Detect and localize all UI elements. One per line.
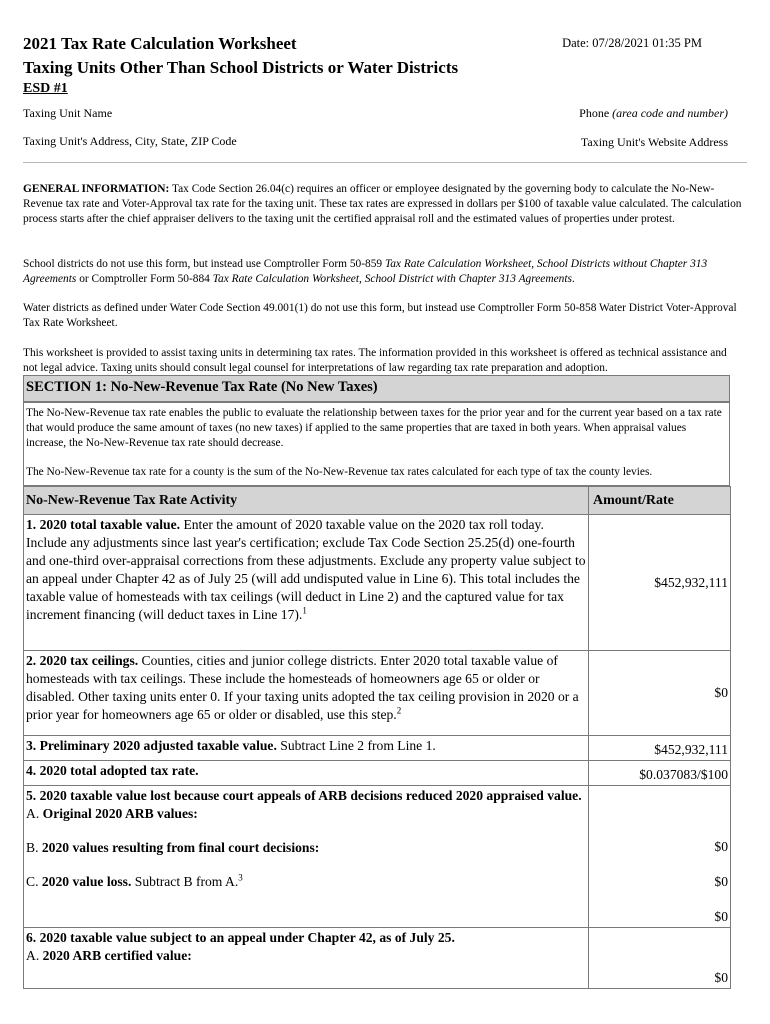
- label-phone-text: Phone: [579, 106, 610, 120]
- column-header-amount: Amount/Rate: [589, 487, 731, 515]
- general-information-text: Tax Code Section 26.04(c) requires an officer or employee designated by the governing body to calculate the No-New-Revenue tax rate and Voter-Approval tax rate for the taxing unit. These tax rates are expressed in dollars per $100 of taxable value calculated. The calculation process starts after the chief appraiser delivers to the taxing unit the certified appraisal roll and the estimated values of properties under protest.: [23, 183, 742, 225]
- label-phone-hint: (area code and number): [612, 106, 728, 120]
- line-6a-value: $0: [589, 928, 731, 989]
- section-1-intro-p2: The No-New-Revenue tax rate for a county is the sum of the No-New-Revenue tax rates calculated for each type of tax the county levies.: [26, 466, 653, 478]
- line-1-footnote: 1: [302, 605, 307, 616]
- water-districts-paragraph: Water districts as defined under Water Code Section 49.001(1) do not use this form, but instead use Comptroller Form 50-858 Water District Voter-Approval Tax Rate Worksheet.: [23, 302, 737, 329]
- table-row-line-4: [24, 761, 731, 786]
- label-phone: [579, 106, 728, 121]
- line-2-text: Counties, cities and junior college districts. Enter 2020 total taxable value of homesteads with tax ceilings. These include the homesteads of homeowners age 65 or older or disabled. Other taxing units enter 0. If your taxing units adopted the tax ceiling provision in 2020 or a prior year for homeowners age 65 or older or disabled, use this step.: [26, 653, 579, 722]
- label-website: Taxing Unit's Website Address: [580, 135, 728, 149]
- line-5c-footnote: 3: [238, 872, 243, 883]
- line-5c-label: 2020 value loss.: [41, 874, 132, 889]
- general-information-paragraph: [23, 182, 743, 227]
- line-2-label: 2. 2020 tax ceilings.: [26, 653, 139, 668]
- school-districts-text-c: or Comptroller Form 50-884: [76, 273, 213, 285]
- line-5c-prefix: C.: [26, 874, 42, 889]
- line-5b-prefix: B.: [26, 840, 42, 855]
- line-6-label: 6. 2020 taxable value subject to an appeal under Chapter 42, as of July 25.: [26, 930, 455, 945]
- line-3-label: 3. Preliminary 2020 adjusted taxable value.: [26, 738, 277, 753]
- form-50-859-title: Tax Rate Calculation Worksheet, School Districts without Chapter 313 Agreements: [23, 258, 708, 285]
- table-row-line-6: [24, 928, 731, 989]
- line-1-description: [24, 515, 589, 651]
- worksheet-title: 2021 Tax Rate Calculation Worksheet: [23, 34, 297, 53]
- column-header-activity: No-New-Revenue Tax Rate Activity: [24, 487, 589, 515]
- table-row-line-5: [24, 786, 731, 928]
- form-50-884-title: Tax Rate Calculation Worksheet, School District with Chapter 313 Agreements: [212, 273, 572, 285]
- line-3-description: [24, 736, 589, 761]
- line-5c-value: $0: [714, 909, 728, 924]
- line-5c-text: Subtract B from A.: [131, 874, 239, 889]
- line-6a-label: 2020 ARB certified value:: [42, 948, 192, 963]
- worksheet-date: Date: 07/28/2021 01:35 PM: [562, 36, 702, 50]
- line-3-text: Subtract Line 2 from Line 1.: [276, 738, 436, 753]
- assistance-paragraph: This worksheet is provided to assist taxing units in determining tax rates. The information provided in this worksheet is offered as technical assistance and not legal advice. Taxing units should consult legal counsel for interpretations of law regarding tax rate preparation and adoption.: [23, 347, 727, 374]
- line-5b-label: 2020 values resulting from final court decisions:: [41, 840, 320, 855]
- section-1-intro-p1: The No-New-Revenue tax rate enables the public to evaluate the relationship between taxes for the prior year and for the current year based on a tax rate that would produce the same amount of taxes (no new taxes) if applied to the same properties that are taxed in both years. When appraisal values increase, the No-New-Revenue tax rate should decrease.: [26, 407, 722, 449]
- header-divider: [23, 162, 747, 163]
- line-5b-value: $0: [714, 874, 728, 889]
- table-header-row: [24, 487, 731, 515]
- line-1-text: Enter the amount of 2020 taxable value on the 2020 tax roll today. Include any adjustments since last year's certification; exclude Tax Code Section 25.25(d) one-fourth and one-third over-appraisal corrections from these adjustments. Exclude any property value subject to an appeal under Chapter 42 as of July 25 (will add undisputed value in Line 6). This total includes the taxable value of homesteads with tax ceilings (will deduct in Line 2) and the captured value for tax increment financing (will deduct taxes in Line 17).: [26, 517, 586, 622]
- line-5a-value: $0: [714, 839, 728, 854]
- section-1-intro: [23, 402, 730, 486]
- line-2-description: [24, 651, 589, 736]
- school-districts-text-e: .: [571, 273, 575, 285]
- table-row-line-2: [24, 651, 731, 736]
- line-5-description: [24, 786, 589, 928]
- line-4-description: [24, 761, 589, 786]
- line-4-label: 4. 2020 total adopted tax rate.: [26, 763, 199, 778]
- school-districts-paragraph: [23, 257, 743, 287]
- label-taxing-unit-name: Taxing Unit Name: [23, 106, 113, 120]
- school-districts-text-a: School districts do not use this form, but instead use Comptroller Form 50-859: [23, 258, 385, 270]
- line-5a-prefix: A.: [26, 806, 43, 821]
- table-row-line-3: [24, 736, 731, 761]
- line-2-value: $0: [589, 651, 731, 736]
- line-6-description: [24, 928, 589, 989]
- line-1-value: $452,932,111: [589, 515, 731, 651]
- table-row-line-1: [24, 515, 731, 651]
- section-1-heading: SECTION 1: No-New-Revenue Tax Rate (No New Taxes): [23, 375, 730, 402]
- line-5-values: [589, 786, 731, 928]
- line-4-value: $0.037083/$100: [589, 761, 731, 786]
- line-3-value: $452,932,111: [589, 736, 731, 761]
- no-new-revenue-table: [23, 486, 731, 989]
- line-1-label: 1. 2020 total taxable value.: [26, 517, 181, 532]
- line-5a-label: Original 2020 ARB values:: [42, 806, 198, 821]
- line-2-footnote: 2: [396, 705, 402, 716]
- label-address: Taxing Unit's Address, City, State, ZIP Code: [23, 134, 237, 148]
- taxing-unit-name: ESD #1: [23, 81, 68, 96]
- line-5-label: 5. 2020 taxable value lost because court appeals of ARB decisions reduced 2020 appraised value.: [26, 788, 582, 803]
- worksheet-subtitle: Taxing Units Other Than School Districts or Water Districts: [23, 58, 459, 77]
- line-6a-prefix: A.: [26, 948, 43, 963]
- general-information-lead: GENERAL INFORMATION:: [23, 183, 170, 195]
